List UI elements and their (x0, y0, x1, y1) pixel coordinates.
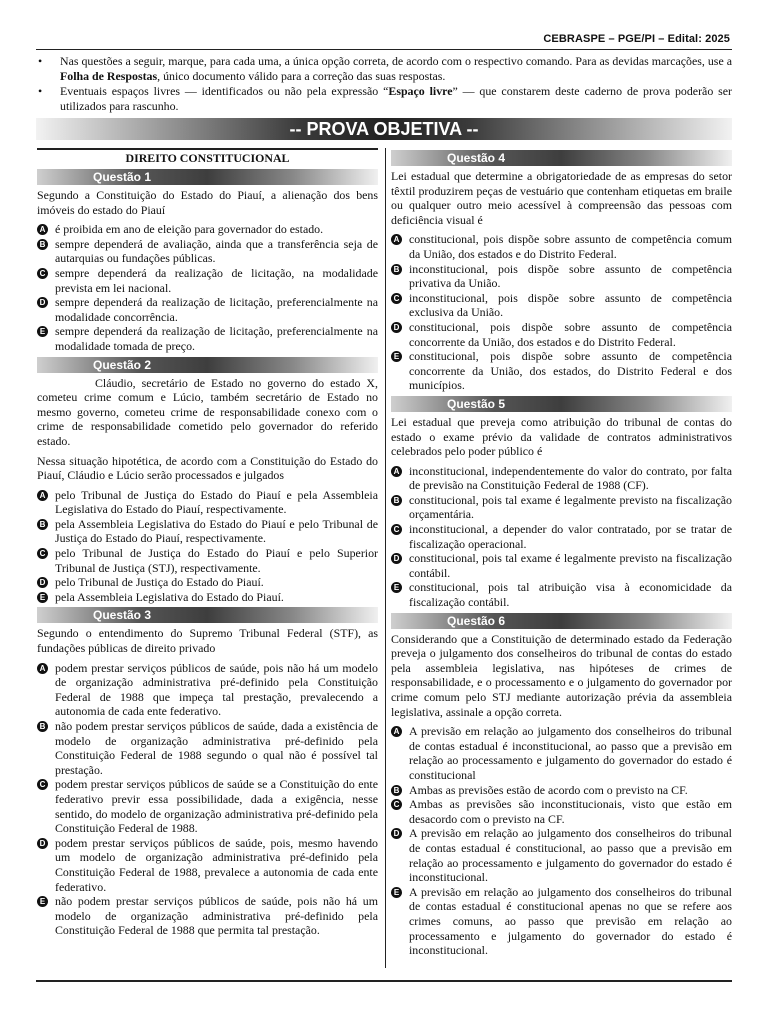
question-header: Questão 1 (37, 169, 378, 185)
option-letter-icon: C (37, 548, 48, 559)
bullet-icon: • (38, 54, 43, 68)
options-list (37, 661, 378, 938)
instructions (36, 54, 732, 114)
option-letter-icon: B (37, 519, 48, 530)
option-item[interactable]: D A previsão em relação ao julgamento dos conselheiros do tribunal de contas estadual é constitucional, ao passo que a previsão em relação ao processamento e julgamento do governador do estado é inconstitucional. (391, 826, 732, 884)
option-item[interactable]: A pelo Tribunal de Justiça do Estado do Piauí e pela Assembleia Legislativa do Estado do Piauí, respectivamente. (37, 488, 378, 517)
option-letter-icon: D (37, 297, 48, 308)
question-header: Questão 3 (37, 607, 378, 623)
option-letter-icon: C (37, 779, 48, 790)
option-letter-icon: D (391, 553, 402, 564)
question-stem: Considerando que a Constituição de determinado estado da Federação preveja o julgamento dos conselheiros do tribunal de contas do estado pela assembleia legislativa, nas hipóteses de crimes de responsabilidade, e o processamento e o julgamento do governador por crime comum pelo STJ mediante autorização prévia da assembleia legislativa, assinale a opção correta. (391, 631, 732, 719)
option-item[interactable]: A podem prestar serviços públicos de saúde, pois não há um modelo de organização administrativa pré-definido pela Constituição Federal de 1988 que impeça tal prestação, prevalecendo a autonomia de cada ente federativo. (37, 661, 378, 719)
option-letter-icon: B (37, 721, 48, 732)
option-item[interactable]: B sempre dependerá de avaliação, ainda que a transferência seja de autarquias ou fundações públicas. (37, 237, 378, 266)
footer-rule (36, 980, 732, 982)
option-item[interactable]: D sempre dependerá da realização de licitação, preferencialmente na modalidade concorrência. (37, 295, 378, 324)
option-letter-icon: E (391, 351, 402, 362)
option-item[interactable]: D constitucional, pois dispõe sobre assunto de competência concorrente da União, dos estados e do Distrito Federal. (391, 320, 732, 349)
question-stem: Nessa situação hipotética, de acordo com a Constituição do Estado do Piauí, Cláudio e Lúcio serão processados e julgados (37, 453, 378, 483)
option-item[interactable]: C inconstitucional, a depender do valor contratado, por se tratar de fiscalização operacional. (391, 522, 732, 551)
question-stem: Lei estadual que determine a obrigatoriedade de as empresas do setor têxtil produzirem peças de vestuário que contenham etiquetas em braile ou qualquer outro meio acessível à compreensão das pessoas com deficiência visual é (391, 169, 732, 227)
option-item[interactable]: E constitucional, pois dispõe sobre assunto de competência concorrente da União, dos estados, do Distrito Federal e dos municípios. (391, 349, 732, 393)
option-letter-icon: D (391, 322, 402, 333)
option-item[interactable]: B não podem prestar serviços públicos de saúde, dada a existência de modelo de organização administrativa pré-definido pela Constituição Federal de 1988 segundo o qual não é possível tal prestação. (37, 719, 378, 777)
option-item[interactable]: D podem prestar serviços públicos de saúde, pois, mesmo havendo um modelo de organização administrativa pré-definido pela Constituição Federal de 1988, prevalece a autonomia de cada ente federativo. (37, 836, 378, 894)
option-item[interactable]: B Ambas as previsões estão de acordo com o previsto na CF. (391, 783, 732, 798)
option-letter-icon: B (37, 239, 48, 250)
subject-title: DIREITO CONSTITUCIONAL (37, 148, 378, 167)
options-list (37, 222, 378, 353)
option-item[interactable]: A inconstitucional, independentemente do valor do contrato, por falta de previsão na Constituição Federal de 1988 (CF). (391, 464, 732, 493)
question-header: Questão 6 (391, 613, 732, 629)
option-letter-icon: E (391, 887, 402, 898)
option-item[interactable]: B inconstitucional, pois dispõe sobre assunto de competência privativa da União. (391, 262, 732, 291)
option-letter-icon: E (37, 896, 48, 907)
option-letter-icon: E (391, 582, 402, 593)
bullet-icon: • (38, 84, 43, 98)
options-list (391, 232, 732, 393)
option-item[interactable]: E não podem prestar serviços públicos de saúde, pois não há um modelo de organização administrativa pré-definido pela Constituição Federal de 1988 que permita tal prestação. (37, 894, 378, 938)
question-stem: Segundo a Constituição do Estado do Piauí, a alienação dos bens imóveis do estado do Piauí (37, 188, 378, 217)
option-item[interactable]: C pelo Tribunal de Justiça do Estado do Piauí e pelo Superior Tribunal de Justiça (STJ), respectivamente. (37, 546, 378, 575)
options-list (391, 724, 732, 958)
option-letter-icon: D (37, 577, 48, 588)
option-item[interactable]: A A previsão em relação ao julgamento dos conselheiros do tribunal de contas estadual é inconstitucional, ao passo que a previsão em relação ao processamento e julgamento do governador do estado é constitucional (391, 724, 732, 782)
option-item[interactable]: C podem prestar serviços públicos de saúde se a Constituição do ente federativo previr essa possibilidade, dada a exigência, nesse sentido, do modelo de organização administrativa pré-definido pela Constituição Federal de 1988. (37, 777, 378, 835)
question-header: Questão 5 (391, 396, 732, 412)
option-letter-icon: D (391, 828, 402, 839)
option-item[interactable]: B pela Assembleia Legislativa do Estado do Piauí e pelo Tribunal de Justiça do Estado do Piauí, respectivamente. (37, 517, 378, 546)
instruction-item: • Eventuais espaços livres — identificados ou não pela expressão “Espaço livre” — que constarem deste caderno de prova poderão ser utilizados para rascunho. (38, 84, 732, 113)
column-divider (385, 148, 386, 968)
exam-header-text: CEBRASPE – PGE/PI – Edital: 2025 (543, 33, 730, 45)
option-item[interactable]: E sempre dependerá da realização de licitação, preferencialmente na modalidade tomada de preço. (37, 324, 378, 353)
option-item[interactable]: E constitucional, pois tal atribuição visa à economicidade da fiscalização contábil. (391, 580, 732, 609)
question-stem: Lei estadual que preveja como atribuição do tribunal de contas do estado o exame prévio da validade de contratos administrativos celebrados pelo poder público é (391, 414, 732, 459)
option-letter-icon: C (391, 293, 402, 304)
option-letter-icon: C (37, 268, 48, 279)
option-item[interactable]: D constitucional, pois tal exame é legalmente previsto na fiscalização contábil. (391, 551, 732, 580)
option-letter-icon: C (391, 799, 402, 810)
option-letter-icon: C (391, 524, 402, 535)
option-letter-icon: A (37, 224, 48, 235)
option-item[interactable]: C Ambas as previsões são inconstitucionais, visto que estão em desacordo com o previsto na CF. (391, 797, 732, 826)
option-letter-icon: E (37, 326, 48, 337)
option-letter-icon: A (37, 490, 48, 501)
option-item[interactable]: E A previsão em relação ao julgamento dos conselheiros do tribunal de contas estadual é constitucional apenas no que se refere aos crimes comuns, ao passo que previsão em relação ao processamento e julgamento do governador do estado é inconstitucional. (391, 885, 732, 958)
option-item[interactable]: E pela Assembleia Legislativa do Estado do Piauí. (37, 590, 378, 605)
question-header: Questão 2 (37, 357, 378, 373)
option-letter-icon: D (37, 838, 48, 849)
option-letter-icon: A (391, 466, 402, 477)
left-column (37, 148, 378, 941)
section-title: -- PROVA OBJETIVA -- (289, 119, 479, 139)
section-banner (36, 118, 732, 140)
option-letter-icon: B (391, 264, 402, 275)
question-stem: Segundo o entendimento do Supremo Tribunal Federal (STF), as fundações públicas de direito privado (37, 626, 378, 656)
option-letter-icon: A (391, 726, 402, 737)
instruction-item: • Nas questões a seguir, marque, para cada uma, a única opção correta, de acordo com o respectivo comando. Para as devidas marcações, use a Folha de Respostas, único documento válido para a correção das suas respostas. (38, 54, 732, 83)
options-list (391, 464, 732, 610)
options-list (37, 488, 378, 605)
question-stem: Cláudio, secretário de Estado no governo do estado X, cometeu crime comum e Lúcio, também secretário de Estado no mesmo governo, cometeu crime de responsabilidade conexo com o crime de responsabilidade cometido pelo governador do referido estado. (37, 375, 378, 448)
option-item[interactable]: C sempre dependerá da realização de licitação, na modalidade prevista em lei nacional. (37, 266, 378, 295)
right-column (391, 148, 732, 961)
option-letter-icon: B (391, 495, 402, 506)
option-item[interactable]: D pelo Tribunal de Justiça do Estado do Piauí. (37, 575, 378, 590)
question-header: Questão 4 (391, 150, 732, 166)
option-letter-icon: E (37, 592, 48, 603)
option-item[interactable]: B constitucional, pois tal exame é legalmente previsto na fiscalização orçamentária. (391, 493, 732, 522)
page-header (36, 29, 732, 50)
option-item[interactable]: A constitucional, pois dispõe sobre assunto de competência comum da União, dos estados e do Distrito Federal. (391, 232, 732, 261)
option-item[interactable]: C inconstitucional, pois dispõe sobre assunto de competência exclusiva da União. (391, 291, 732, 320)
option-letter-icon: A (391, 234, 402, 245)
option-letter-icon: A (37, 663, 48, 674)
option-item[interactable]: A é proibida em ano de eleição para governador do estado. (37, 222, 378, 237)
option-letter-icon: B (391, 785, 402, 796)
